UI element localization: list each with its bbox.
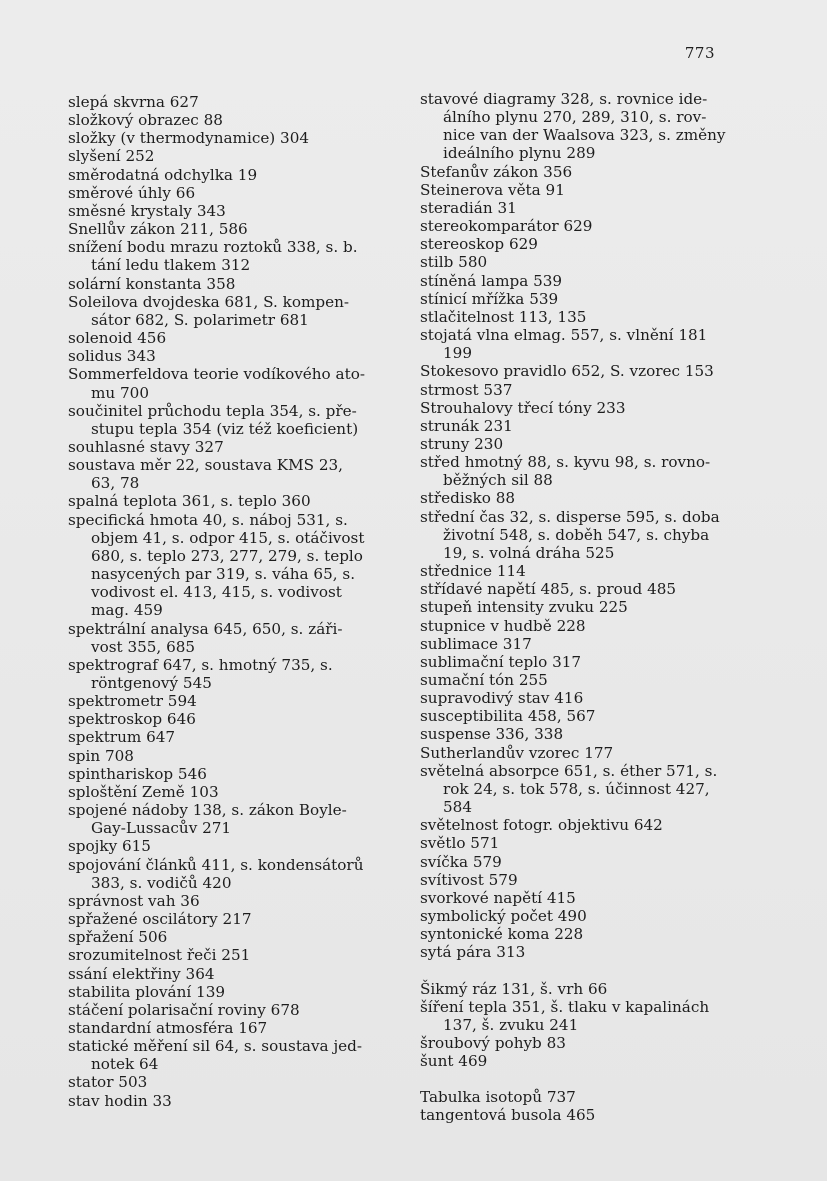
index-entry-continuation: 383, s. vodičů 420 — [91, 873, 232, 892]
index-entry-continuation: rok 24, s. tok 578, s. účinnost 427, — [443, 779, 710, 798]
index-entry-continuation: 63, 78 — [91, 474, 140, 493]
index-entry-text: souhlasné stavy 327 — [68, 437, 224, 456]
index-entry-continuation: ideálního plynu 289 — [443, 144, 596, 163]
index-entry — [420, 217, 765, 235]
index-entry-text: slyšení 252 — [68, 147, 155, 166]
index-entry — [420, 816, 765, 834]
section-gap — [420, 1070, 765, 1088]
index-entry — [68, 365, 408, 401]
index-entry-text: šíření tepla 351, š. tlaku v kapalinách — [420, 997, 710, 1016]
index-entry-text: světelnost fotogr. objektivu 642 — [420, 816, 663, 835]
index-entry-text: světelná absorpce 651, s. éther 571, s. — [420, 761, 718, 780]
index-entry — [68, 402, 408, 438]
index-entry-text: spektrograf 647, s. hmotný 735, s. — [68, 655, 333, 674]
index-entry — [420, 290, 765, 308]
index-entry — [420, 943, 765, 961]
page-number: 773 — [684, 44, 715, 62]
index-entry — [68, 438, 408, 456]
index-entry-text: stav hodin 33 — [68, 1091, 172, 1110]
index-entry — [420, 671, 765, 689]
index-entry — [420, 1106, 765, 1124]
index-entry-text: směrodatná odchylka 19 — [68, 165, 258, 184]
index-entry-text: správnost vah 36 — [68, 891, 200, 910]
index-entry-continuation: Gay-Lussacův 271 — [91, 819, 232, 838]
index-column-left — [68, 93, 408, 1110]
index-entry-text: šroubový pohyb 83 — [420, 1033, 566, 1052]
index-entry-text: svorkové napětí 415 — [420, 888, 576, 907]
index-entry — [420, 435, 765, 453]
index-entry-text: Soleilova dvojdeska 681, S. kompen- — [68, 292, 349, 311]
index-entry — [420, 489, 765, 507]
index-entry — [420, 181, 765, 199]
index-entry-text: snížení bodu mrazu roztoků 338, s. b. — [68, 238, 358, 257]
index-entry-text: svíčka 579 — [420, 852, 502, 871]
index-entry — [420, 308, 765, 326]
index-entry-text: strmost 537 — [420, 380, 513, 399]
index-entry-text: Stokesovo pravidlo 652, S. vzorec 153 — [420, 362, 714, 381]
index-entry-text: směrové úhly 66 — [68, 183, 196, 202]
index-entry-continuation: nasycených par 319, s. váha 65, s. — [91, 565, 356, 584]
index-entry — [420, 253, 765, 271]
index-entry-text: složky (v thermodynamice) 304 — [68, 129, 310, 148]
index-entry — [68, 783, 408, 801]
index-entry-text: střednice 114 — [420, 562, 526, 581]
index-entry-continuation: mu 700 — [91, 383, 149, 402]
index-entry-continuation: sátor 682, S. polarimetr 681 — [91, 310, 309, 329]
index-entry-text: stlačitelnost 113, 135 — [420, 307, 587, 326]
section-gap — [420, 962, 765, 980]
index-entry — [68, 856, 408, 892]
index-entry-text: spinthariskop 546 — [68, 764, 207, 783]
index-entry — [68, 111, 408, 129]
index-entry — [420, 199, 765, 217]
index-entry — [68, 1073, 408, 1091]
index-entry-text: srozumitelnost řeči 251 — [68, 946, 251, 965]
index-entry-text: spřažené oscilátory 217 — [68, 910, 252, 929]
index-entry — [68, 184, 408, 202]
index-entry — [420, 744, 765, 762]
index-entry-text: stabilita plování 139 — [68, 982, 226, 1001]
index-entry-text: steradián 31 — [420, 198, 517, 217]
index-entry-text: solidus 343 — [68, 347, 156, 366]
index-entry-text: spektrální analysa 645, 650, s. záři- — [68, 619, 343, 638]
index-entry-text: spojování článků 411, s. kondensátorů — [68, 855, 364, 874]
index-entry-text: Stefanův zákon 356 — [420, 162, 573, 181]
index-entry-text: stáčení polarisační roviny 678 — [68, 1000, 300, 1019]
index-entry — [420, 399, 765, 417]
index-entry — [68, 129, 408, 147]
index-entry-text: syntonické koma 228 — [420, 925, 584, 944]
index-entry-text: strunák 231 — [420, 416, 513, 435]
index-entry-text: stojatá vlna elmag. 557, s. vlnění 181 — [420, 326, 708, 345]
index-entry — [420, 362, 765, 380]
index-entry — [68, 202, 408, 220]
index-entry-text: Steinerova věta 91 — [420, 180, 565, 199]
index-entry — [420, 889, 765, 907]
index-entry-continuation: röntgenový 545 — [91, 674, 212, 692]
index-entry — [68, 166, 408, 184]
index-entry — [420, 508, 765, 562]
index-entry — [68, 965, 408, 983]
index-entry-text: spektrum 647 — [68, 728, 176, 747]
index-entry-text: spektroskop 646 — [68, 710, 196, 729]
index-entry — [420, 998, 765, 1034]
index-entry — [68, 928, 408, 946]
index-entry-text: svítivost 579 — [420, 870, 518, 889]
index-entry — [68, 1019, 408, 1037]
index-entry — [420, 925, 765, 943]
index-entry — [68, 837, 408, 855]
index-entry-continuation: 137, š. zvuku 241 — [443, 1015, 579, 1034]
index-entry — [68, 656, 408, 692]
index-entry-text: střední čas 32, s. disperse 595, s. doba — [420, 507, 720, 526]
index-entry — [420, 707, 765, 725]
index-entry-text: stereokomparátor 629 — [420, 217, 593, 236]
index-entry-text: stavové diagramy 328, s. rovnice ide- — [420, 90, 708, 108]
index-entry — [68, 1092, 408, 1110]
index-entry-text: sublimační teplo 317 — [420, 652, 582, 671]
index-entry-continuation: objem 41, s. odpor 415, s. otáčivost — [91, 528, 365, 547]
index-entry-text: střídavé napětí 485, s. proud 485 — [420, 580, 677, 599]
index-entry-text: stator 503 — [68, 1073, 148, 1092]
index-entry — [68, 329, 408, 347]
index-entry-text: standardní atmosféra 167 — [68, 1018, 268, 1037]
index-entry-continuation: mag. 459 — [91, 601, 163, 620]
index-entry-text: Sutherlandův vzorec 177 — [420, 743, 614, 762]
index-entry — [420, 580, 765, 598]
index-entry — [68, 220, 408, 238]
index-entry — [420, 653, 765, 671]
index-entry — [68, 275, 408, 293]
index-entry — [68, 765, 408, 783]
index-entry — [420, 90, 765, 163]
index-entry-text: spřažení 506 — [68, 928, 168, 947]
index-entry-text: Sommerfeldova teorie vodíkového ato- — [68, 365, 365, 384]
index-entry-text: stilb 580 — [420, 253, 488, 272]
index-entry — [420, 980, 765, 998]
index-entry-text: struny 230 — [420, 434, 504, 453]
index-entry — [420, 272, 765, 290]
index-entry-text: ssání elektřiny 364 — [68, 964, 215, 983]
index-entry-continuation: životní 548, s. doběh 547, s. chyba — [443, 525, 710, 544]
index-entry-continuation: 19, s. volná dráha 525 — [443, 543, 615, 562]
index-entry — [420, 453, 765, 489]
index-entry — [68, 747, 408, 765]
index-entry — [420, 871, 765, 889]
index-entry — [68, 620, 408, 656]
index-entry-text: spojky 615 — [68, 837, 151, 856]
index-entry — [420, 1088, 765, 1106]
index-entry — [68, 347, 408, 365]
index-entry — [68, 1001, 408, 1019]
index-entry-text: specifická hmota 40, s. náboj 531, s. — [68, 510, 348, 529]
index-entry-continuation: 199 — [443, 344, 472, 363]
index-entry — [420, 907, 765, 925]
index-entry-text: soustava měr 22, soustava KMS 23, — [68, 456, 344, 475]
index-entry — [68, 492, 408, 510]
index-entry — [68, 238, 408, 274]
index-entry — [420, 635, 765, 653]
index-entry-text: supravodivý stav 416 — [420, 689, 584, 708]
index-entry — [68, 710, 408, 728]
index-entry-text: Tabulka isotopů 737 — [420, 1088, 576, 1107]
index-entry-continuation: 584 — [443, 798, 472, 817]
index-entry — [68, 983, 408, 1001]
index-entry-text: solenoid 456 — [68, 329, 167, 348]
index-entry-continuation: tání ledu tlakem 312 — [91, 256, 251, 275]
index-entry-text: sublimace 317 — [420, 634, 532, 653]
index-column-right — [420, 90, 765, 1125]
index-entry-text: stupnice v hudbě 228 — [420, 616, 586, 635]
index-entry-text: stereoskop 629 — [420, 235, 538, 254]
index-entry-text: sploštění Země 103 — [68, 782, 219, 801]
index-entry — [420, 598, 765, 616]
index-entry-text: sumační tón 255 — [420, 671, 548, 689]
index-entry-text: směsné krystaly 343 — [68, 201, 226, 220]
index-entry-text: součinitel průchodu tepla 354, s. pře- — [68, 401, 357, 420]
index-entry-text: slepá skvrna 627 — [68, 93, 199, 111]
index-entry — [420, 562, 765, 580]
index-entry — [420, 326, 765, 362]
index-entry-text: spektrometr 594 — [68, 692, 197, 711]
index-entry — [420, 417, 765, 435]
index-entry — [68, 910, 408, 928]
index-entry-text: světlo 571 — [420, 834, 500, 853]
index-entry-text: Šikmý ráz 131, š. vrh 66 — [420, 979, 608, 998]
index-entry-continuation: 680, s. teplo 273, 277, 279, s. teplo — [91, 546, 363, 565]
index-entry — [68, 801, 408, 837]
index-entry — [420, 1052, 765, 1070]
index-entry-continuation: stupu tepla 354 (viz též koeficient) — [91, 419, 359, 438]
index-entry-text: solární konstanta 358 — [68, 274, 236, 293]
index-entry-text: stupeň intensity zvuku 225 — [420, 598, 628, 617]
index-entry-continuation: álního plynu 270, 289, 310, s. rov- — [443, 108, 707, 127]
index-entry — [68, 1037, 408, 1073]
index-entry-text: šunt 469 — [420, 1052, 488, 1071]
index-entry — [68, 946, 408, 964]
index-entry-continuation: vodivost el. 413, 415, s. vodivost — [91, 583, 342, 602]
index-entry — [68, 293, 408, 329]
index-entry — [420, 1034, 765, 1052]
index-entry-text: spalná teplota 361, s. teplo 360 — [68, 492, 311, 511]
index-entry-text: spojené nádoby 138, s. zákon Boyle- — [68, 801, 347, 820]
index-entry-text: symbolický počet 490 — [420, 907, 587, 926]
index-entry-continuation: notek 64 — [91, 1055, 159, 1074]
index-entry — [68, 692, 408, 710]
index-entry — [68, 93, 408, 111]
index-entry-text: sytá pára 313 — [420, 943, 526, 962]
index-entry-text: stínicí mřížka 539 — [420, 289, 559, 308]
index-entry-text: Snellův zákon 211, 586 — [68, 220, 248, 239]
index-entry-text: suspense 336, 338 — [420, 725, 564, 744]
index-entry-continuation: nice van der Waalsova 323, s. změny — [443, 126, 726, 145]
index-entry — [420, 235, 765, 253]
index-entry — [420, 834, 765, 852]
index-entry-text: Strouhalovy třecí tóny 233 — [420, 398, 626, 417]
index-entry — [68, 511, 408, 620]
index-entry — [420, 617, 765, 635]
index-entry — [420, 762, 765, 816]
index-entry-text: tangentová busola 465 — [420, 1106, 596, 1125]
index-entry — [68, 892, 408, 910]
index-entry — [420, 689, 765, 707]
index-entry-text: stíněná lampa 539 — [420, 271, 563, 290]
index-entry-text: susceptibilita 458, 567 — [420, 707, 596, 726]
index-entry-text: spin 708 — [68, 746, 134, 765]
index-entry-continuation: běžných sil 88 — [443, 471, 553, 490]
index-entry-text: složkový obrazec 88 — [68, 111, 223, 130]
index-entry — [420, 381, 765, 399]
index-entry — [420, 853, 765, 871]
index-entry-text: středisko 88 — [420, 489, 516, 508]
index-entry — [68, 456, 408, 492]
index-entry-continuation: vost 355, 685 — [91, 637, 196, 656]
index-entry — [68, 147, 408, 165]
index-entry — [420, 163, 765, 181]
index-entry — [68, 728, 408, 746]
index-entry — [420, 725, 765, 743]
index-entry-text: statické měření sil 64, s. soustava jed- — [68, 1037, 362, 1056]
index-entry-text: střed hmotný 88, s. kyvu 98, s. rovno- — [420, 453, 711, 472]
